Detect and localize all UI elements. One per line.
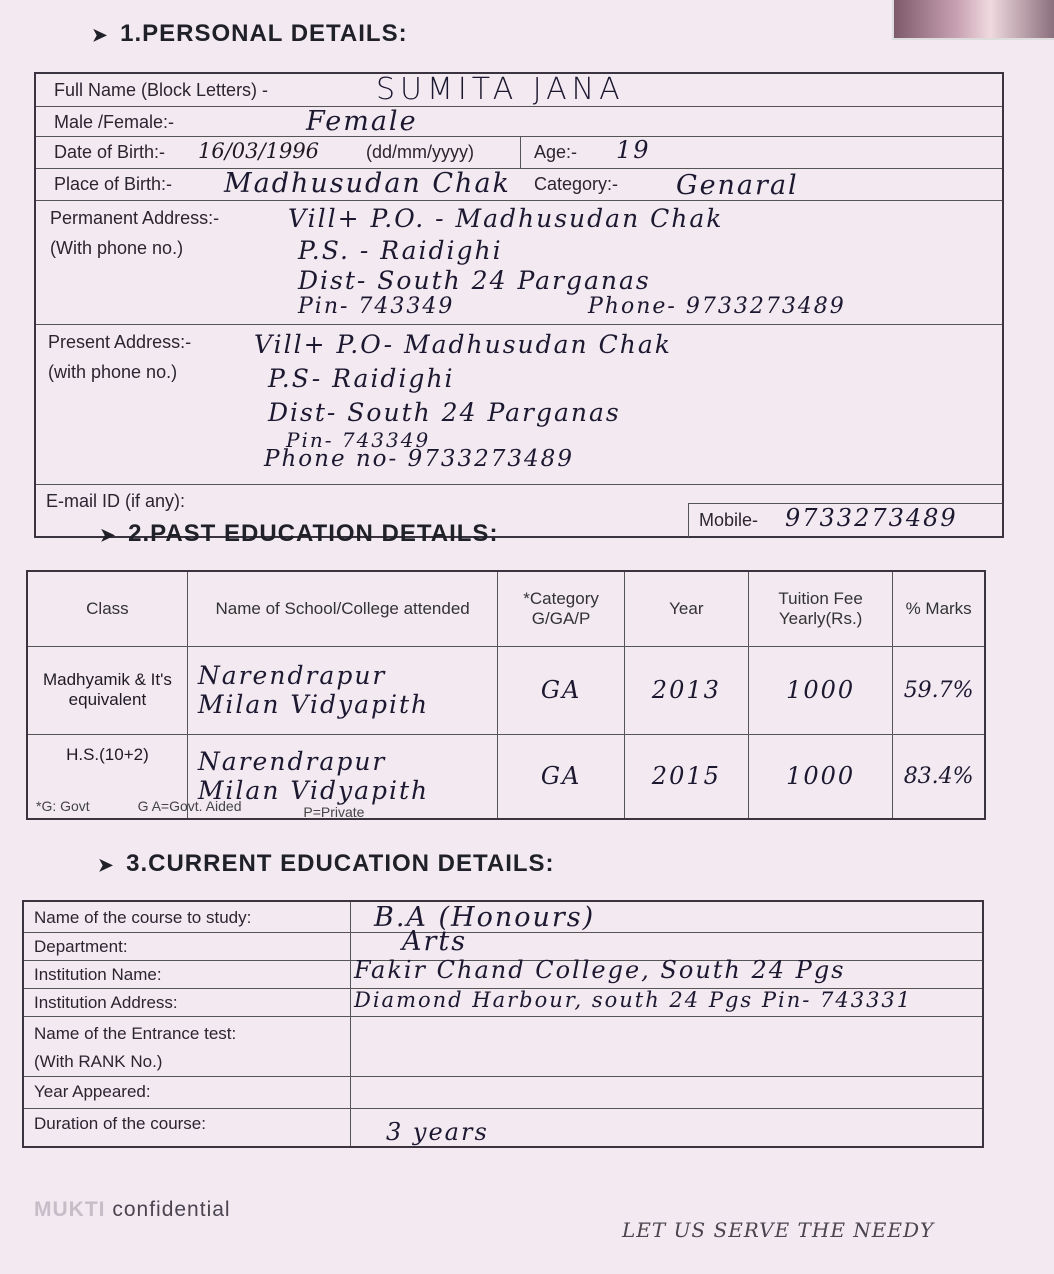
header-marks: % Marks	[893, 571, 985, 647]
row-fee: 1000	[748, 647, 892, 734]
course-label: Name of the course to study:	[34, 908, 252, 927]
department-value: Arts	[402, 926, 468, 957]
school-line1: Narendrapur	[197, 747, 387, 777]
dob-label: Date of Birth:-	[54, 142, 166, 162]
gender-label: Male /Female:-	[54, 112, 175, 132]
pob-label: Place of Birth:-	[54, 174, 173, 194]
year-appeared-label: Year Appeared:	[34, 1082, 151, 1101]
row-course	[24, 902, 982, 933]
row-institution-name	[24, 956, 982, 989]
category-value: Genaral	[676, 170, 799, 201]
header-year: Year	[624, 571, 748, 647]
footer-confidential	[34, 1198, 231, 1222]
applicant-photo	[892, 0, 1054, 40]
row-fee: 1000	[748, 734, 892, 819]
course-value: B.A (Honours)	[374, 902, 596, 933]
row-dob	[36, 136, 1002, 169]
arrow-icon: ➤	[92, 25, 109, 45]
perm-addr-line3: Dist- South 24 Parganas	[298, 266, 651, 295]
header-school: Name of School/College attended	[187, 571, 498, 647]
dob-value: 16/03/1996	[198, 139, 320, 163]
pres-addr-line1: Vill+ P.O- Madhusudan Chak	[254, 330, 672, 359]
row-full-name	[36, 74, 1002, 107]
row-year: 2015	[624, 734, 748, 819]
pres-addr-line5: Phone no- 9733273489	[264, 446, 574, 472]
full-name-value: SUMITA JANA	[376, 72, 625, 107]
institution-address-label: Institution Address:	[34, 993, 178, 1012]
row-entrance-test	[24, 1016, 982, 1077]
gender-value: Female	[306, 106, 418, 137]
perm-phone: Phone- 9733273489	[588, 294, 846, 319]
legend-private: P=Private	[303, 804, 365, 820]
footer-motto: LET US SERVE THE NEEDY	[622, 1218, 935, 1242]
header-category: *Category G/GA/P	[498, 571, 624, 647]
pres-addr-line3: Dist- South 24 Parganas	[268, 398, 621, 427]
entrance-rank-label: (With RANK No.)	[34, 1052, 163, 1071]
school-line2: Milan Vidyapith	[197, 690, 430, 720]
pres-addr-line2: P.S- Raidighi	[268, 364, 455, 393]
perm-addr-line1: Vill+ P.O. - Madhusudan Chak	[288, 204, 724, 233]
category-label: Category:-	[534, 174, 619, 194]
row-school	[187, 647, 498, 734]
age-value: 19	[616, 136, 651, 164]
perm-addr-line2: P.S. - Raidighi	[298, 236, 503, 265]
arrow-icon: ➤	[100, 525, 117, 545]
row-category: GA	[498, 647, 624, 734]
current-education-table	[22, 900, 984, 1148]
email-label: E-mail ID (if any):	[46, 491, 186, 511]
row-duration	[24, 1108, 982, 1146]
legend-govt-aided: G A=Govt. Aided	[137, 798, 242, 814]
row-place-of-birth	[36, 168, 1002, 201]
entrance-label: Name of the Entrance test:	[34, 1024, 237, 1043]
school-line1: Narendrapur	[197, 661, 387, 691]
duration-value: 3 years	[386, 1118, 489, 1146]
row-marks: 83.4%	[893, 734, 985, 819]
personal-details-heading: ➤ 1.PERSONAL DETAILS:	[92, 20, 408, 47]
pres-addr-label: Present Address:-	[48, 332, 192, 352]
past-education-table	[26, 570, 986, 820]
pob-value: Madhusudan Chak	[224, 168, 511, 199]
personal-details-table	[34, 72, 1004, 538]
mobile-label: Mobile-	[699, 510, 759, 530]
institution-address-value: Diamond Harbour, south 24 Pgs Pin- 743331	[354, 988, 913, 1012]
legend-govt: *G: Govt	[36, 798, 90, 814]
row-gender	[36, 106, 1002, 137]
row-year-appeared	[24, 1076, 982, 1109]
pres-addr-line4: Pin- 743349	[286, 428, 431, 452]
mobile-value: 9733273489	[785, 504, 958, 532]
table-row	[27, 647, 985, 734]
dob-format: (dd/mm/yyyy)	[366, 142, 474, 162]
current-education-heading: ➤ 3.CURRENT EDUCATION DETAILS:	[98, 850, 555, 877]
institution-name-label: Institution Name:	[34, 965, 162, 984]
arrow-icon: ➤	[98, 855, 115, 875]
dob-divider	[520, 136, 521, 168]
institution-name-value: Fakir Chand College, South 24 Pgs	[354, 956, 846, 984]
header-class: Class	[27, 571, 187, 647]
row-institution-address	[24, 988, 982, 1017]
school-line2: Milan Vidyapith	[197, 776, 430, 806]
mobile-cell	[688, 503, 1002, 537]
header-fee: Tuition Fee Yearly(Rs.)	[748, 571, 892, 647]
full-name-label: Full Name (Block Letters) -	[54, 80, 269, 100]
perm-addr-line4: Pin- 743349	[298, 294, 455, 319]
footer-confidential-text: confidential	[112, 1198, 231, 1221]
row-present-address	[36, 324, 1002, 484]
row-marks: 59.7%	[893, 647, 985, 734]
row-class: Madhyamik & It's equivalent	[27, 647, 187, 734]
perm-addr-sub: (With phone no.)	[50, 238, 184, 258]
duration-label: Duration of the course:	[34, 1114, 206, 1133]
row-class: H.S.(10+2)	[27, 734, 187, 819]
category-legend	[36, 798, 365, 820]
department-label: Department:	[34, 937, 128, 956]
row-category: GA	[498, 734, 624, 819]
row-year: 2013	[624, 647, 748, 734]
perm-addr-label: Permanent Address:-	[50, 208, 220, 228]
footer-org-name: MUKTI	[34, 1198, 106, 1221]
table-header-row	[27, 571, 985, 647]
pres-addr-sub: (with phone no.)	[48, 362, 178, 382]
past-education-heading: ➤ 2.PAST EDUCATION DETAILS:	[100, 520, 499, 547]
row-permanent-address	[36, 200, 1002, 325]
age-label: Age:-	[534, 142, 578, 162]
